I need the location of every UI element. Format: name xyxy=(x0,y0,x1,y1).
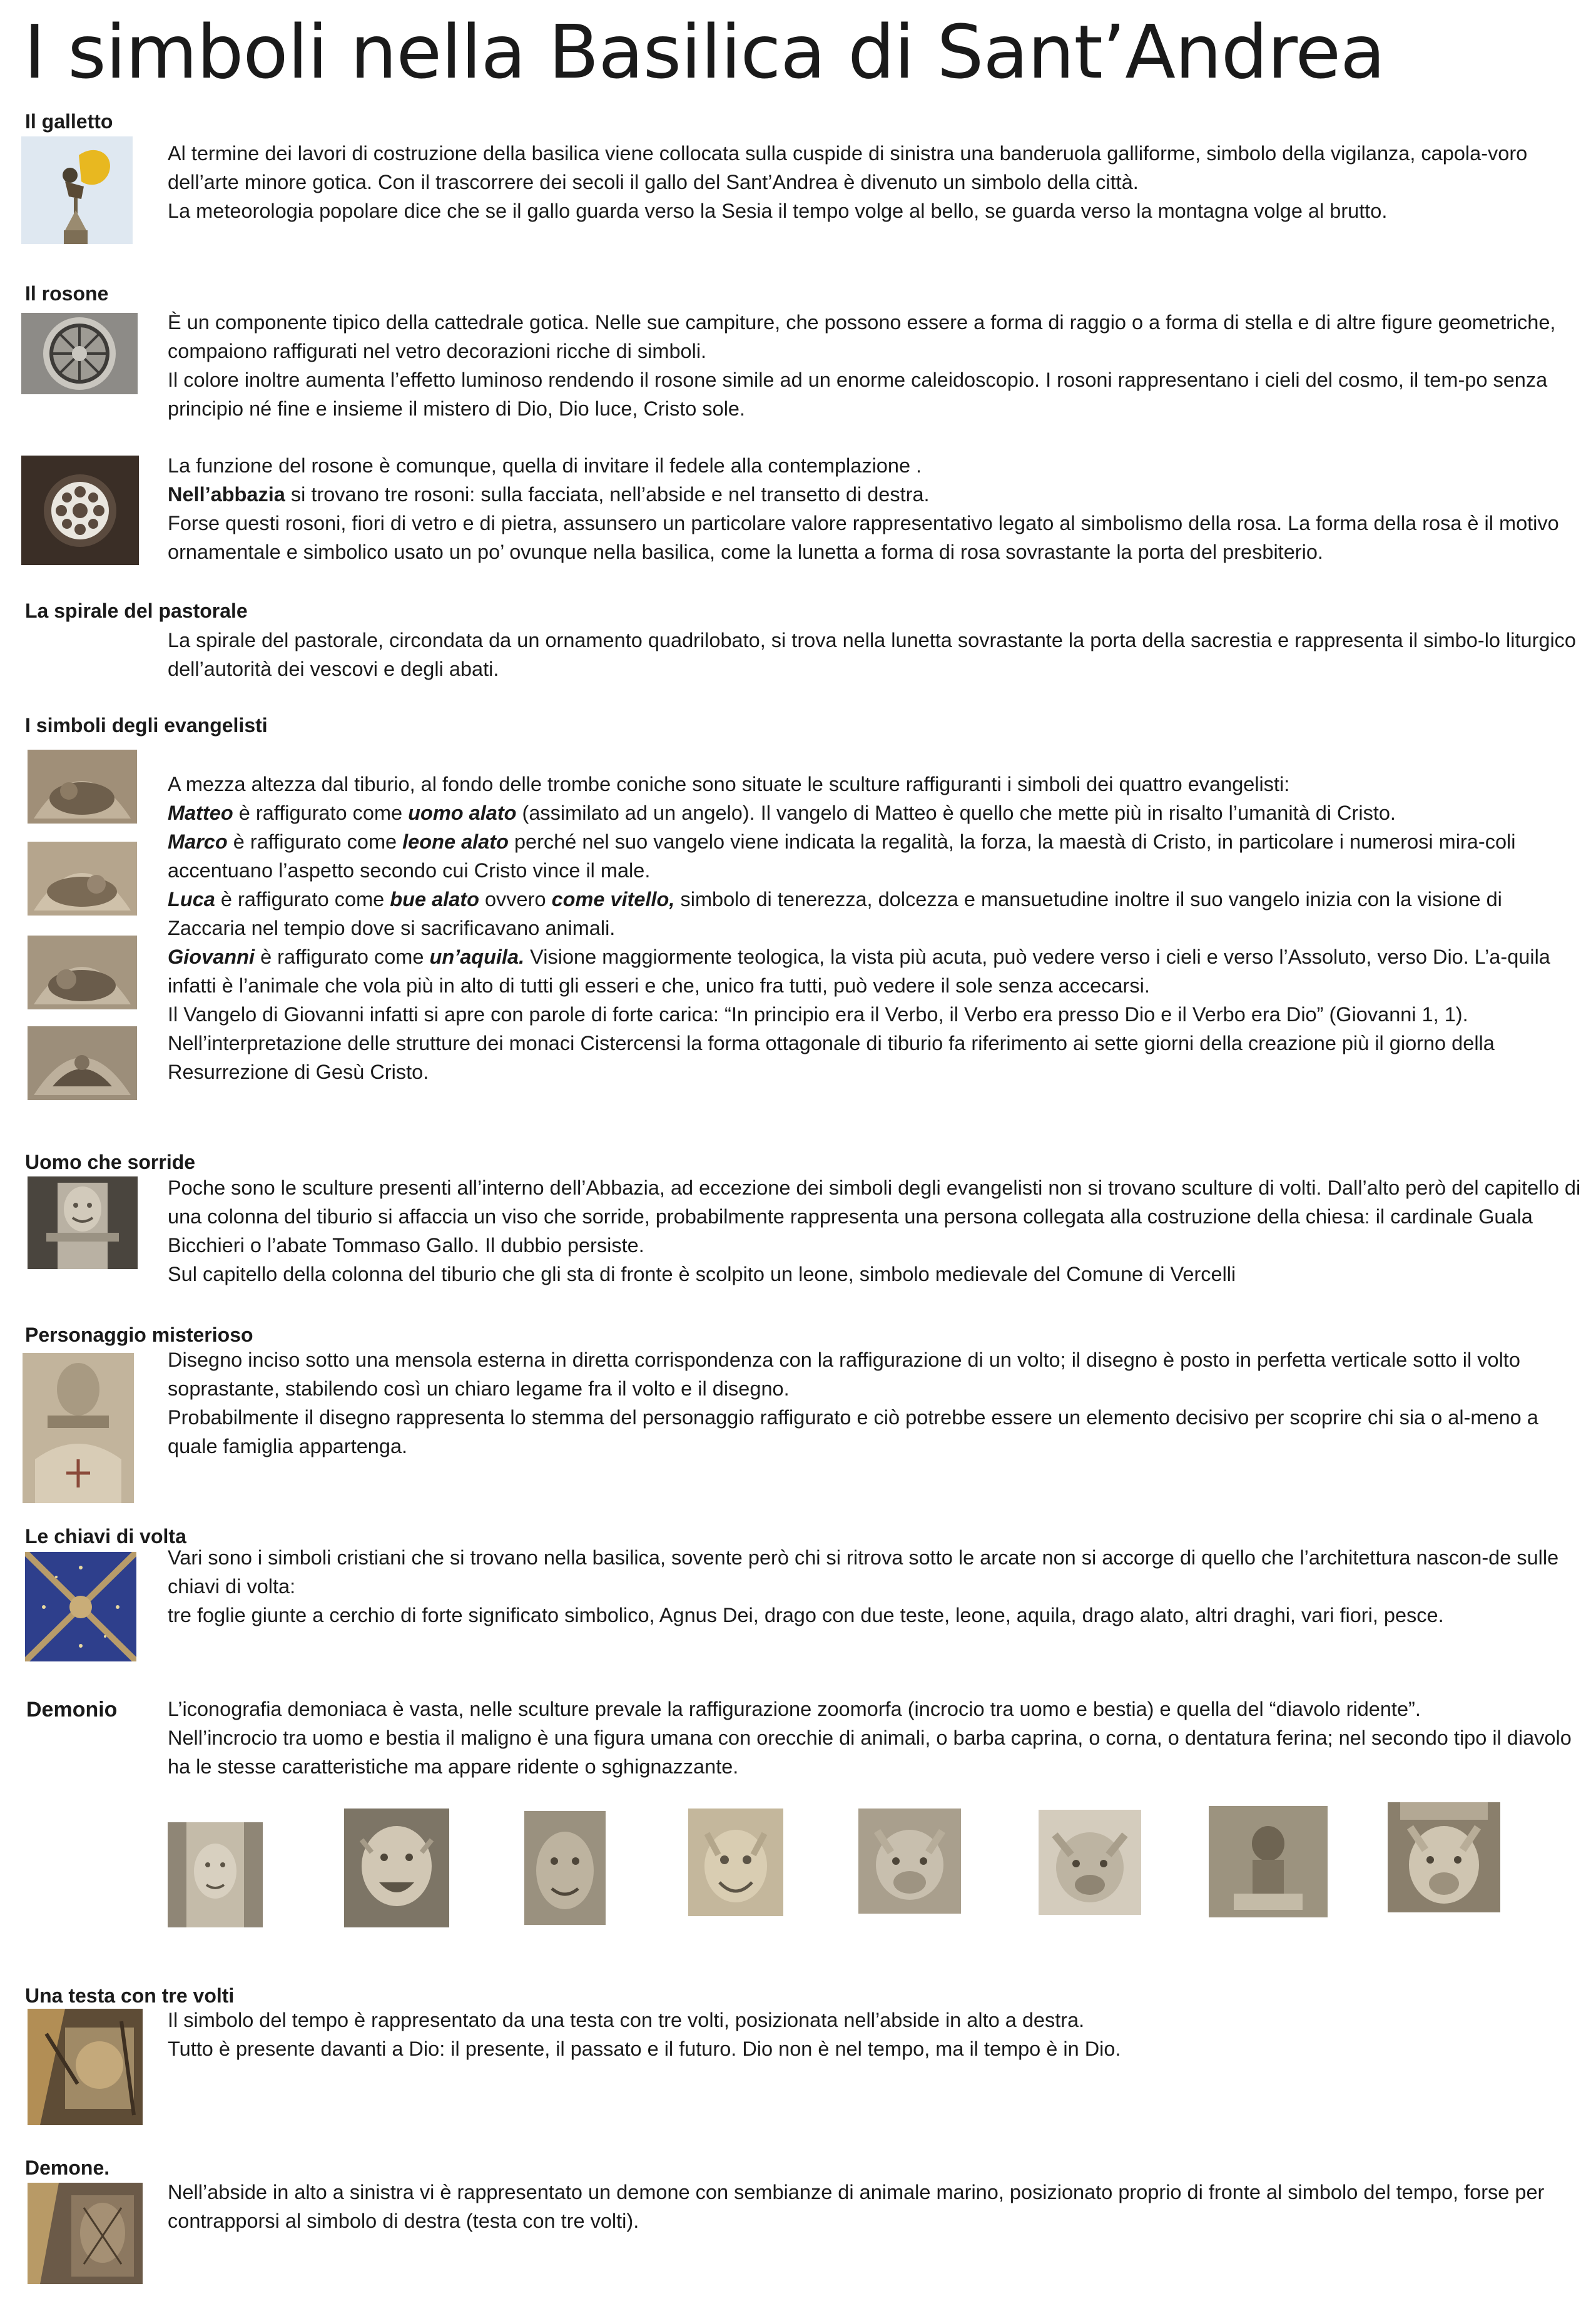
heading-chiavi: Le chiavi di volta xyxy=(25,1525,186,1548)
demon-sculpture-photo-3 xyxy=(524,1811,606,1925)
heading-testa: Una testa con tre volti xyxy=(25,1984,235,2007)
sea-demon-photo xyxy=(28,2183,143,2284)
text-chiavi xyxy=(168,1543,1582,1630)
evangelist-sculpture-photo-4 xyxy=(28,1026,137,1100)
text-uomo xyxy=(168,1173,1582,1288)
demon-sculpture-photo-2 xyxy=(344,1809,449,1927)
demon-sculpture-photo-5 xyxy=(858,1809,961,1914)
text-galletto xyxy=(168,139,1582,225)
paragraph: È un componente tipico della cattedrale gotica. Nelle sue campiture, che possono essere a forma di raggio o a forma di stella e di altre figure geometriche, compaiono raffigurati nel vetro decorazioni ricche di simboli. xyxy=(168,311,1556,362)
mysterious-figure-photo xyxy=(23,1353,134,1503)
paragraph: Nell’abside in alto a sinistra vi è rappresentato un demone con sembianze di animale marino, posizionato proprio di fronte al simbolo del tempo, forse per contrapporsi al simbolo di destra (testa con tre volti). xyxy=(168,2181,1545,2232)
text-evangelisti xyxy=(168,770,1582,1086)
heading-rosone: Il rosone xyxy=(25,282,109,305)
paragraph: Forse questi rosoni, fiori di vetro e di pietra, assunsero un particolare valore rappresentativo legato al simbolismo della rosa. La forma della rosa è il motivo ornamentale e simbolico usato un po’ ovunque nella basilica, come la lunetta a forma di rosa sovrastante la porta del presbiterio. xyxy=(168,512,1559,563)
smiling-man-photo xyxy=(28,1176,138,1269)
keystone-vault-photo xyxy=(25,1552,136,1661)
demon-sculpture-photo-6 xyxy=(1039,1810,1141,1915)
paragraph: L’iconografia demoniaca è vasta, nelle sculture prevale la raffigurazione zoomorfa (incrocio tra uomo e bestia) e quella del “diavolo ridente”. xyxy=(168,1698,1421,1720)
demon-sculpture-photo-4 xyxy=(688,1809,783,1916)
heading-demonio: Demonio xyxy=(26,1698,118,1722)
heading-uomo: Uomo che sorride xyxy=(25,1151,196,1173)
rose-window-photo-2 xyxy=(21,456,139,565)
paragraph: Al termine dei lavori di costruzione della basilica viene collocata sulla cuspide di sinistra una banderuola galliforme, simbolo della vigilanza, capola-voro dell’arte minore gotica. Con il trascorrere dei secoli il gallo del Sant’Andrea è divenuto un simbolo della città. xyxy=(168,142,1528,193)
text-demone xyxy=(168,2178,1582,2235)
bold-term: Nell’abbazia xyxy=(168,483,285,506)
paragraph: Nell’incrocio tra uomo e bestia il maligno è una figura umana con orecchie di animali, o barba caprina, o corna, o dentatura ferina; nel secondo tipo il diavolo ha le stesse caratteristiche ma appare ridente o sghignazzante. xyxy=(168,1727,1572,1778)
three-faced-head-photo xyxy=(28,2009,143,2125)
paragraph: Giovanni è raffigurato come un’aquila. Visione maggiormente teologica, la vista più acuta, può vedere verso i cieli e verso l’Assoluto, verso Dio. L’a-quila infatti è l’animale che vola più in alto di tutti gli esseri e che, unico fra tutti, può vedere il sole senza accecarsi. xyxy=(168,946,1550,997)
paragraph: La spirale del pastorale, circondata da un ornamento quadrilobato, si trova nella lunetta sovrastante la porta della sacrestia e rappresenta il simbo-lo liturgico dell’autorità dei vescovi e degli abati. xyxy=(168,629,1577,680)
paragraph: Marco è raffigurato come leone alato perché nel suo vangelo viene indicata la regalità, la forza, la maestà di Cristo, in particolare i numerosi mira-coli accentuano l’aspetto secondo cui Cristo vince il male. xyxy=(168,830,1516,882)
paragraph: Matteo è raffigurato come uomo alato (assimilato ad un angelo). Il vangelo di Matteo è quello che mette più in risalto l’umanità di Cristo. xyxy=(168,802,1396,824)
paragraph: Vari sono i simboli cristiani che si trovano nella basilica, sovente però chi si ritrova sotto le arcate non si accorge di quello che l’architettura nascon-de sulle chiavi di volta: xyxy=(168,1546,1559,1598)
demon-sculpture-photo-8 xyxy=(1388,1802,1500,1912)
heading-evangelisti: I simboli degli evangelisti xyxy=(25,714,268,737)
paragraph: Sul capitello della colonna del tiburio che gli sta di fronte è scolpito un leone, simbolo medievale del Comune di Vercelli xyxy=(168,1263,1236,1285)
paragraph: Probabilmente il disegno rappresenta lo stemma del personaggio raffigurato e ciò potrebbe essere un elemento decisivo per scoprire chi sia o al-meno a quale famiglia appartenga. xyxy=(168,1406,1538,1457)
evangelist-sculpture-photo-2 xyxy=(28,842,137,916)
page-title: I simboli nella Basilica di Sant’Andrea xyxy=(24,9,1385,95)
evangelist-sculpture-photo-1 xyxy=(28,750,137,824)
paragraph: Disegno inciso sotto una mensola esterna in diretta corrispondenza con la raffigurazione di un volto; il disegno è posto in perfetta verticale sotto il volto soprastante, stabilendo così un chiaro legame fra il volto e il disegno. xyxy=(168,1349,1520,1400)
paragraph: Nell’abbazia si trovano tre rosoni: sulla facciata, nell’abside e nel transetto di destra. xyxy=(168,483,930,506)
paragraph: La funzione del rosone è comunque, quella di invitare il fedele alla contemplazione . xyxy=(168,454,922,477)
paragraph: Tutto è presente davanti a Dio: il presente, il passato e il futuro. Dio non è nel tempo, ma il tempo è in Dio. xyxy=(168,2038,1121,2060)
demon-sculpture-photo-7 xyxy=(1209,1806,1328,1917)
text-testa xyxy=(168,2006,1582,2063)
paragraph: Il colore inoltre aumenta l’effetto luminoso rendendo il rosone simile ad un enorme caleidoscopio. I rosoni rappresentano i cieli del cosmo, il tem-po senza principio né fine e insieme il mistero di Dio, Dio luce, Cristo sole. xyxy=(168,369,1548,420)
text-spirale xyxy=(168,626,1582,683)
paragraph: A mezza altezza dal tiburio, al fondo delle trombe coniche sono situate le sculture raffiguranti i simboli dei quattro evangelisti: xyxy=(168,773,1290,795)
paragraph: Poche sono le sculture presenti all’interno dell’Abbazia, ad eccezione dei simboli degli evangelisti non si trovano sculture di volti. Dall’alto però del capitello di una colonna del tiburio si affaccia un viso che sorride, probabilmente rappresenta una persona collegata alla costruzione della chiesa: il cardinale Guala Bicchieri o l’abate Tommaso Gallo. Il dubbio persiste. xyxy=(168,1176,1581,1257)
paragraph: La meteorologia popolare dice che se il gallo guarda verso la Sesia il tempo volge al bello, se guarda verso la montagna volge al brutto. xyxy=(168,200,1388,222)
heading-spirale: La spirale del pastorale xyxy=(25,599,248,622)
paragraph: Il simbolo del tempo è rappresentato da una testa con tre volti, posizionata nell’abside in alto a destra. xyxy=(168,2009,1085,2031)
heading-galletto: Il galletto xyxy=(25,110,113,133)
text-rosone xyxy=(168,308,1582,566)
rose-window-photo-1 xyxy=(21,313,138,394)
text-personaggio xyxy=(168,1345,1582,1461)
paragraph: Nell’interpretazione delle strutture dei monaci Cistercensi la forma ottagonale di tiburio fa riferimento ai sette giorni della creazione più il giorno della Resurrezione di Gesù Cristo. xyxy=(168,1032,1495,1083)
paragraph: Il Vangelo di Giovanni infatti si apre con parole di forte carica: “In principio era il Verbo, il Verbo era presso Dio e il Verbo era Dio” (Giovanni 1, 1). xyxy=(168,1003,1468,1026)
heading-personaggio: Personaggio misterioso xyxy=(25,1324,253,1346)
paragraph: tre foglie giunte a cerchio di forte significato simbolico, Agnus Dei, drago con due teste, leone, aquila, drago alato, altri draghi, vari fiori, pesce. xyxy=(168,1604,1444,1626)
evangelist-sculpture-photo-3 xyxy=(28,936,137,1009)
text-demonio xyxy=(168,1695,1582,1781)
paragraph: Luca è raffigurato come bue alato ovvero come vitello, simbolo di tenerezza, dolcezza e mansuetudine inoltre il suo vangelo inizia con la visione di Zaccaria nel tempio dove si sacrificavano animali. xyxy=(168,888,1502,939)
rooster-weathervane-photo xyxy=(21,136,133,244)
demon-sculpture-photo-1 xyxy=(168,1822,263,1927)
heading-demone: Demone. xyxy=(25,2156,110,2179)
